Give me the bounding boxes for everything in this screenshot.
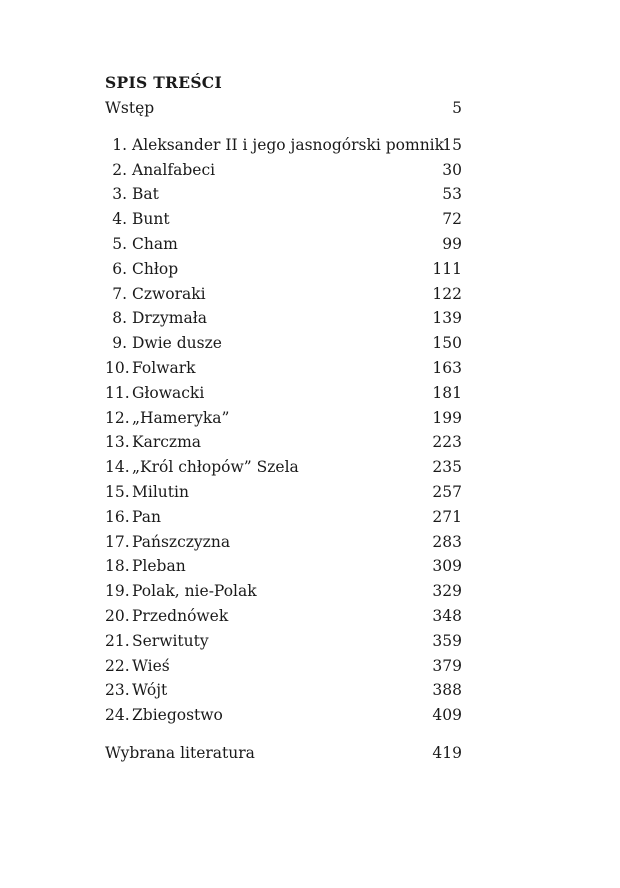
toc-entry — [105, 182, 462, 207]
entry-number: 15. — [105, 482, 130, 501]
entry-page: 72 — [442, 210, 462, 229]
entry-page: 271 — [432, 507, 462, 526]
toc-entry — [105, 678, 462, 703]
entry-label: Pańszczyzna — [132, 532, 231, 551]
entry-number: 22. — [105, 656, 130, 675]
entry-page: 309 — [432, 557, 462, 576]
entry-label: „Król chłopów” Szela — [132, 458, 299, 477]
entry-label: Czworaki — [132, 284, 206, 303]
entry-number: 24. — [105, 706, 130, 725]
toc-entry — [105, 480, 462, 505]
entry-page: 388 — [432, 681, 462, 700]
toc-entry — [105, 232, 462, 257]
entry-page: 379 — [432, 656, 462, 675]
entry-label: Zbiegostwo — [132, 706, 223, 725]
entry-label: Głowacki — [132, 383, 205, 402]
toc-entry — [105, 430, 462, 455]
entry-number: 14. — [105, 458, 130, 477]
entry-label: Wieś — [132, 656, 170, 675]
entry-label: Bat — [132, 185, 159, 204]
entry-page: 181 — [432, 383, 462, 402]
entry-page: 359 — [432, 631, 462, 650]
toc-entry — [105, 133, 462, 158]
entry-label: Chłop — [132, 259, 179, 278]
entry-label: Drzymała — [132, 309, 207, 328]
entry-page: 15 — [442, 135, 462, 154]
entry-number: 1. — [112, 135, 127, 154]
entry-page: 111 — [432, 259, 462, 278]
chapter-list — [105, 133, 462, 728]
entry-label: Pan — [132, 507, 161, 526]
entry-number: 21. — [105, 631, 130, 650]
entry-number: 13. — [105, 433, 130, 452]
entry-label: „Hameryka” — [132, 408, 230, 427]
entry-page: 99 — [442, 234, 462, 253]
toc-entry-bibliography — [105, 741, 462, 766]
entry-label: Analfabeci — [132, 160, 216, 179]
toc-entry — [105, 282, 462, 307]
toc-entry — [105, 406, 462, 431]
table-of-contents — [105, 72, 462, 766]
toc-entry — [105, 505, 462, 530]
toc-entry — [105, 306, 462, 331]
toc-entry — [105, 654, 462, 679]
entry-page: 235 — [432, 458, 462, 477]
toc-entry — [105, 554, 462, 579]
entry-page: 150 — [432, 334, 462, 353]
entry-label: Milutin — [132, 482, 189, 501]
entry-page: 329 — [432, 582, 462, 601]
entry-label: Cham — [132, 234, 178, 253]
entry-label: Dwie dusze — [132, 334, 222, 353]
toc-entry — [105, 207, 462, 232]
toc-title: SPIS TREŚCI — [105, 73, 222, 92]
entry-label: Pleban — [132, 557, 186, 576]
entry-number: 12. — [105, 408, 130, 427]
toc-entry — [105, 455, 462, 480]
entry-page: 409 — [432, 706, 462, 725]
entry-page: 257 — [432, 482, 462, 501]
entry-page: 223 — [432, 433, 462, 452]
entry-page: 163 — [432, 358, 462, 377]
entry-page: 348 — [432, 606, 462, 625]
entry-label: Folwark — [132, 358, 196, 377]
entry-number: 9. — [112, 334, 127, 353]
entry-page: 139 — [432, 309, 462, 328]
toc-entry — [105, 158, 462, 183]
toc-entry — [105, 579, 462, 604]
entry-label: Polak, nie-Polak — [132, 582, 257, 601]
toc-entry — [105, 356, 462, 381]
entry-number: 10. — [105, 358, 130, 377]
toc-entry — [105, 331, 462, 356]
entry-number: 20. — [105, 606, 130, 625]
entry-label: Przednówek — [132, 606, 229, 625]
entry-label: Bunt — [132, 210, 170, 229]
entry-label: Aleksander II i jego jasnogórski pomnik — [132, 135, 445, 154]
entry-page: 30 — [442, 160, 462, 179]
entry-number: 17. — [105, 532, 130, 551]
entry-page: 419 — [432, 743, 462, 762]
toc-entry — [105, 381, 462, 406]
entry-number: 2. — [112, 160, 127, 179]
entry-number: 19. — [105, 582, 130, 601]
entry-label: Wójt — [132, 681, 168, 700]
entry-page: 53 — [442, 185, 462, 204]
entry-number: 3. — [112, 185, 127, 204]
entry-number: 8. — [112, 309, 127, 328]
toc-entry — [105, 703, 462, 728]
entry-label: Wstęp — [105, 99, 155, 117]
entry-label: Serwituty — [132, 631, 209, 650]
entry-page: 283 — [432, 532, 462, 551]
entry-page: 5 — [452, 99, 462, 117]
entry-label: Wybrana literatura — [105, 743, 255, 762]
entry-number: 4. — [112, 210, 127, 229]
toc-entry — [105, 257, 462, 282]
entry-number: 16. — [105, 507, 130, 526]
entry-label: Karczma — [132, 433, 202, 452]
entry-number: 5. — [112, 234, 127, 253]
entry-page: 199 — [432, 408, 462, 427]
entry-number: 18. — [105, 557, 130, 576]
entry-number: 7. — [112, 284, 127, 303]
toc-entry — [105, 629, 462, 654]
toc-entry — [105, 604, 462, 629]
toc-entry — [105, 530, 462, 555]
toc-entry-intro — [105, 96, 462, 121]
entry-page: 122 — [432, 284, 462, 303]
entry-number: 11. — [105, 383, 130, 402]
entry-number: 23. — [105, 681, 130, 700]
entry-number: 6. — [112, 259, 127, 278]
